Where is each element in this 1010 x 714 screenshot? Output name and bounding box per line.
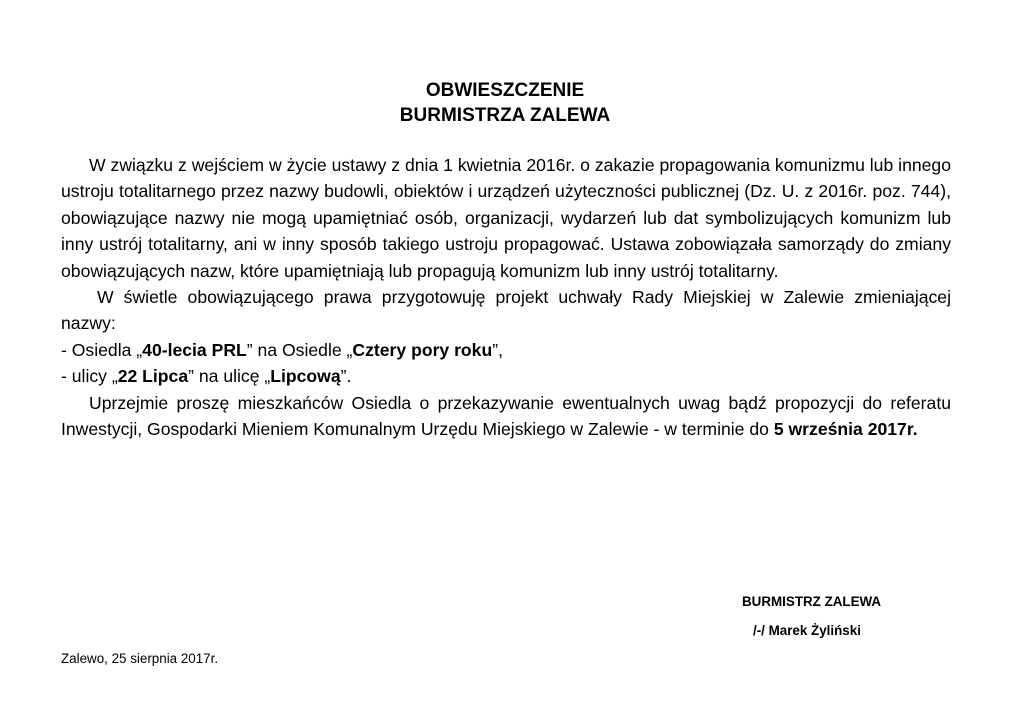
document-body <box>61 152 951 442</box>
list-item-2-new-name: Lipcową <box>270 366 341 387</box>
heading-line-2: BURMISTRZA ZALEWA <box>399 105 611 126</box>
list-item-1-old-name: 40-lecia PRL <box>142 339 247 360</box>
list-item-2-prefix: - ulicy „ <box>61 366 118 387</box>
heading-line-1: OBWIESZCZENIE <box>425 80 585 101</box>
list-item-1-new-name: Cztery pory roku <box>352 339 493 360</box>
signature-name: /-/ Marek Żyliński <box>753 623 861 638</box>
list-item-2-old-name: 22 Lipca <box>117 366 189 387</box>
paragraph-resolution-draft: W świetle obowiązującego prawa przygotowuję projekt uchwały Rady Miejskiej w Zalewie zmieniającej nazwy: <box>61 287 951 334</box>
list-item-2-middle: ” na ulicę „ <box>188 366 271 387</box>
list-item-estate-rename <box>61 337 951 363</box>
list-item-2-suffix: ”. <box>340 366 352 387</box>
list-item-1-suffix: ”, <box>492 339 503 360</box>
list-item-1-prefix: - Osiedla „ <box>61 339 143 360</box>
document-heading <box>0 78 1010 128</box>
paragraph-law-context: W związku z wejściem w życie ustawy z dnia 1 kwietnia 2016r. o zakazie propagowania komunizmu lub innego ustroju totalitarnego przez nazwy budowli, obiektów i urządzeń użyteczności publicznej (Dz. U. z 2016r. poz. 744), obowiązujące nazwy nie mogą upamiętniać osób, organizacji, wydarzeń lub dat symbolizujących komunizm lub inny ustrój totalitarny, ani w inny sposób takiego ustroju propagować. Ustawa zobowiązała samorządy do zmiany obowiązujących nazw, które upamiętniają lub propagują komunizm lub inny ustrój totalitarny. <box>61 155 951 281</box>
place-and-date: Zalewo, 25 sierpnia 2017r. <box>61 651 219 666</box>
signature-title: BURMISTRZ ZALEWA <box>742 594 882 609</box>
paragraph-request <box>61 390 951 443</box>
list-item-1-middle: ” na Osiedle „ <box>246 339 353 360</box>
paragraph-request-text: Uprzejmie proszę mieszkańców Osiedla o przekazywanie ewentualnych uwag bądź propozycji do referatu Inwestycji, Gospodarki Mieniem Komunalnym Urzędu Miejskiego w Zalewie - w terminie do <box>61 392 951 440</box>
deadline-date: 5 września 2017r. <box>773 419 918 440</box>
list-item-street-rename <box>61 363 951 389</box>
